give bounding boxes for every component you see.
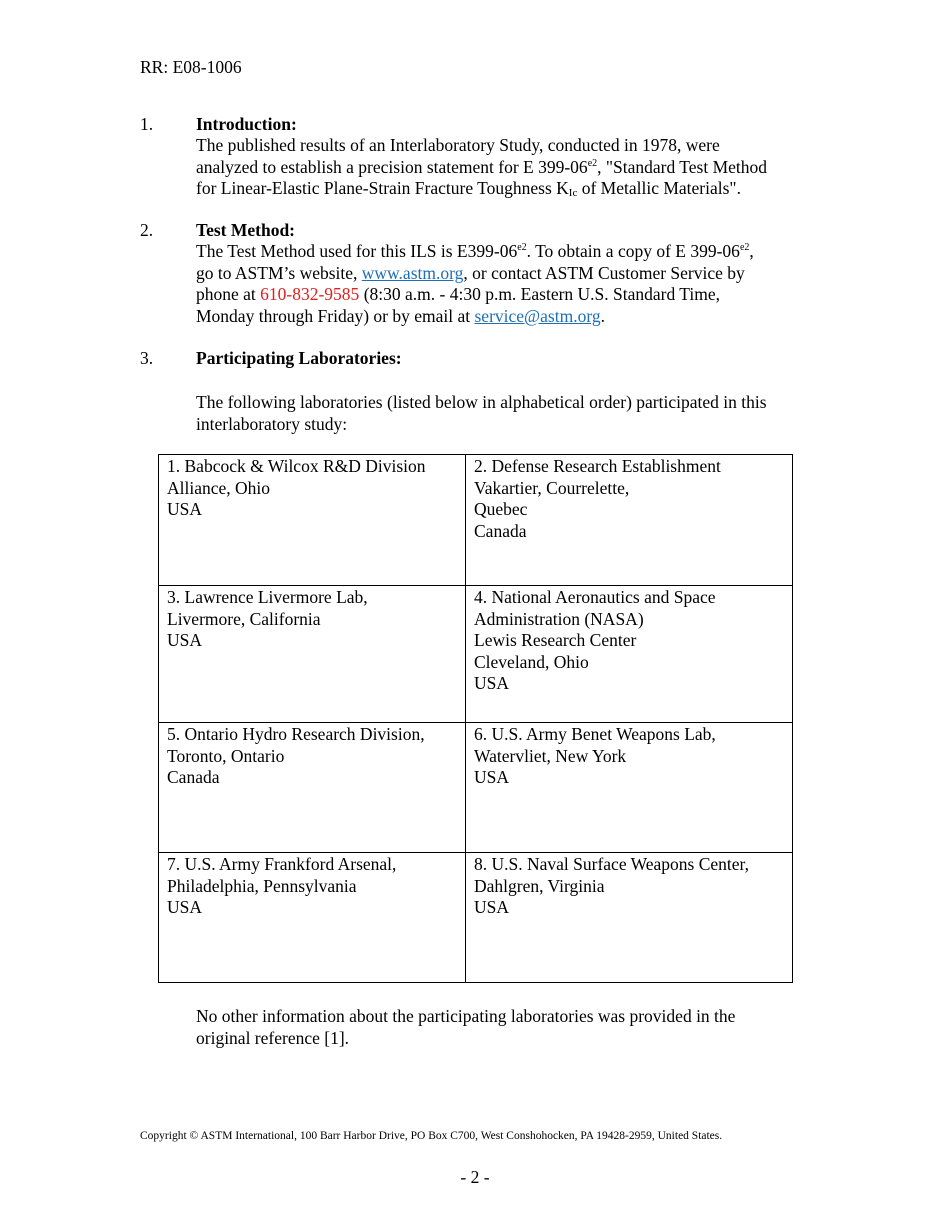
text-run: of Metallic Materials". <box>577 178 741 198</box>
section-2-number: 2. <box>140 220 154 240</box>
lab-line: USA <box>474 767 510 787</box>
laboratories-table <box>158 454 793 983</box>
lab-line: USA <box>167 897 203 917</box>
lab-line: USA <box>474 673 510 693</box>
lab-line: Philadelphia, Pennsylvania <box>167 875 357 896</box>
lab-line: Canada <box>167 767 220 787</box>
lab-line: Livermore, California <box>167 608 321 629</box>
lab-line: 1. Babcock & Wilcox R&D Division <box>167 456 426 476</box>
lab-line: Watervliet, New York <box>474 745 627 766</box>
website-link[interactable]: www.astm.org <box>361 262 464 283</box>
section-1-line-1: The published results of an Interlaboratory Study, conducted in 1978, were <box>196 135 720 155</box>
text-run: , "Standard Test Method <box>597 156 768 177</box>
section-3-intro-line-1: The following laboratories (listed below in alphabetical order) participated in this <box>196 392 767 412</box>
lab-line: Alliance, Ohio <box>167 477 271 498</box>
text-run: , or contact ASTM Customer Service by <box>463 262 745 283</box>
lab-cell <box>466 723 793 853</box>
lab-line: Toronto, Ontario <box>167 745 285 766</box>
text-run: . <box>600 305 605 326</box>
text-run: . To obtain a copy of E 399-06 <box>526 241 740 261</box>
section-3-note-line-2: original reference [1]. <box>196 1027 350 1048</box>
section-1-number: 1. <box>140 114 154 134</box>
section-2-title: Test Method: <box>196 220 296 240</box>
section-2-line-4 <box>196 306 836 328</box>
lab-line: 2. Defense Research Establishment <box>474 456 721 476</box>
lab-line: Quebec <box>474 499 528 519</box>
lab-line: 7. U.S. Army Frankford Arsenal, <box>167 854 397 874</box>
lab-line: Canada <box>474 520 527 541</box>
lab-line: 3. Lawrence Livermore Lab, <box>167 587 368 607</box>
section-2-line-1 <box>196 241 836 263</box>
lab-line: 8. U.S. Naval Surface Weapons Center, <box>474 854 750 874</box>
section-1-paragraph <box>196 135 836 200</box>
section-3-intro <box>196 392 836 435</box>
text-run: The Test Method used for this ILS is E399-06 <box>196 241 518 261</box>
lab-line: Dahlgren, Virginia <box>474 875 605 896</box>
section-2-line-2 <box>196 263 836 285</box>
lab-line: USA <box>474 897 510 917</box>
section-1-title: Introduction: <box>196 114 297 134</box>
section-3-intro-line-2: interlaboratory study: <box>196 413 348 434</box>
lab-cell <box>466 586 793 723</box>
lab-line: Administration (NASA) <box>474 608 644 629</box>
lab-line: 5. Ontario Hydro Research Division, <box>167 724 425 744</box>
superscript: e2 <box>739 242 750 253</box>
lab-cell <box>159 455 466 586</box>
text-run: go to ASTM’s website, <box>196 262 362 283</box>
lab-line: Cleveland, Ohio <box>474 651 589 672</box>
table-row <box>159 586 793 723</box>
text-run: analyzed to establish a precision statement for E 399-06 <box>196 156 588 177</box>
email-link[interactable]: service@astm.org <box>474 305 601 326</box>
superscript: e2 <box>587 157 598 169</box>
phone-number[interactable]: 610-832-9585 <box>260 284 360 304</box>
copyright-notice: Copyright © ASTM International, 100 Barr Harbor Drive, PO Box C700, West Conshohocken, PA 19428-2959, United States. <box>140 1130 723 1142</box>
lab-line: Lewis Research Center <box>474 630 637 650</box>
lab-line: Vakartier, Courrelette, <box>474 477 630 498</box>
text-run: (8:30 a.m. - 4:30 p.m. Eastern U.S. Standard Time, <box>359 284 720 304</box>
section-2-line-3 <box>196 284 836 306</box>
lab-line: 4. National Aeronautics and Space <box>474 587 716 607</box>
lab-line: USA <box>167 499 203 519</box>
section-3-note-line-1: No other information about the participating laboratories was provided in the <box>196 1006 736 1026</box>
superscript: e2 <box>517 242 527 253</box>
subscript: Ic <box>568 187 578 199</box>
lab-cell <box>159 853 466 983</box>
text-run: for Linear-Elastic Plane-Strain Fracture Toughness K <box>196 178 569 198</box>
table-row <box>159 723 793 853</box>
section-1-line-2 <box>196 157 836 179</box>
section-1-line-3 <box>196 178 836 200</box>
table-row <box>159 853 793 983</box>
lab-cell <box>466 853 793 983</box>
lab-cell <box>159 586 466 723</box>
text-run: phone at <box>196 284 261 304</box>
lab-cell <box>159 723 466 853</box>
page-number: - 2 - <box>460 1167 490 1187</box>
text-run: Monday through Friday) or by email at <box>196 305 475 326</box>
lab-line: 6. U.S. Army Benet Weapons Lab, <box>474 724 716 744</box>
section-3-title: Participating Laboratories: <box>196 348 402 368</box>
table-row <box>159 455 793 586</box>
lab-line: USA <box>167 630 203 650</box>
section-3-number: 3. <box>140 348 154 368</box>
section-3-note <box>196 1006 836 1049</box>
section-2-paragraph <box>196 241 836 327</box>
lab-cell <box>466 455 793 586</box>
report-id: RR: E08-1006 <box>140 57 242 77</box>
text-run: , <box>749 241 754 261</box>
